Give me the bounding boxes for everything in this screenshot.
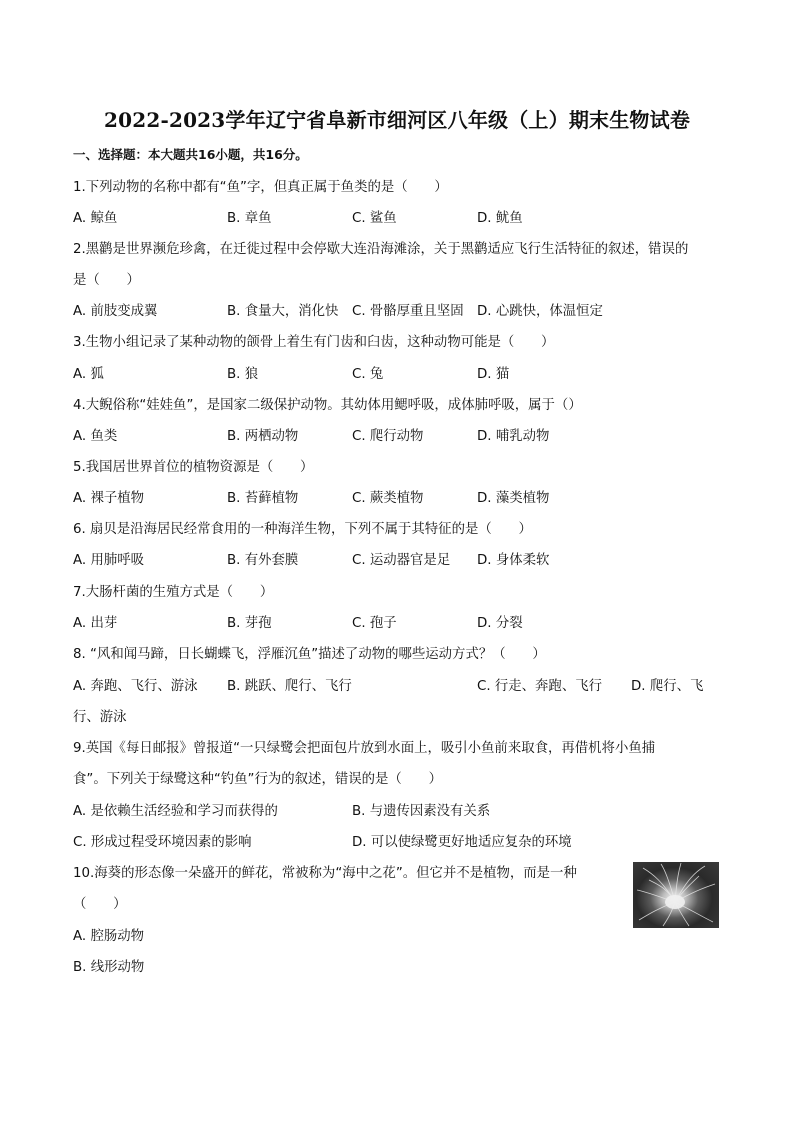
q3-option-d: D. 猫 — [477, 367, 510, 382]
q9-option-a: A. 是依赖生活经验和学习而获得的 — [73, 804, 278, 819]
q4-option-a: A. 鱼类 — [73, 429, 118, 444]
question-5: 5.我国居世界首位的植物资源是（ ） — [73, 460, 314, 475]
q6-option-b: B. 有外套膜 — [227, 553, 299, 568]
question-9-line-2: 食”。下列关于绿鹭这种“钓鱼”行为的叙述，错误的是（ ） — [73, 772, 442, 787]
question-2-line-1: 2.黑鹳是世界濒危珍禽，在迁徙过程中会停歇大连沿海滩涂，关于黑鹳适应飞行生活特征的叙述，错误的 — [73, 242, 689, 257]
q1-option-c: C. 鲨鱼 — [352, 211, 397, 226]
question-1: 1.下列动物的名称中都有“鱼”字，但真正属于鱼类的是（ ） — [73, 180, 448, 195]
q2-option-a: A. 前肢变成翼 — [73, 304, 158, 319]
q2-option-b: B. 食量大，消化快 — [227, 304, 339, 319]
q3-option-c: C. 兔 — [352, 367, 384, 382]
q7-option-a: A. 出芽 — [73, 616, 118, 631]
q5-option-d: D. 藻类植物 — [477, 491, 550, 506]
sea-anemone-illustration — [633, 862, 719, 928]
q10-option-a: A. 腔肠动物 — [73, 929, 144, 944]
question-8: 8. “风和闻马蹄，日长蝴蝶飞，浮雁沉鱼”描述了动物的哪些运动方式？（ ） — [73, 647, 546, 662]
q8-option-b: B. 跳跃、爬行、飞行 — [227, 679, 352, 694]
q3-option-b: B. 狼 — [227, 367, 259, 382]
question-7: 7.大肠杆菌的生殖方式是（ ） — [73, 585, 274, 600]
question-9-line-1: 9.英国《每日邮报》曾报道“一只绿鹭会把面包片放到水面上，吸引小鱼前来取食，再借机将小鱼捕 — [73, 741, 656, 756]
q8-option-d: D. 爬行、飞 — [631, 679, 704, 694]
question-6: 6. 扇贝是沿海居民经常食用的一种海洋生物，下列不属于其特征的是（ ） — [73, 522, 532, 537]
sea-anemone-image — [633, 862, 719, 928]
q6-option-d: D. 身体柔软 — [477, 553, 550, 568]
q9-option-d: D. 可以使绿鹭更好地适应复杂的环境 — [352, 835, 572, 850]
q6-option-a: A. 用肺呼吸 — [73, 553, 144, 568]
q2-option-c: C. 骨骼厚重且坚固 — [352, 304, 464, 319]
q5-option-a: A. 裸子植物 — [73, 491, 144, 506]
q4-option-c: C. 爬行动物 — [352, 429, 424, 444]
q1-option-a: A. 鲸鱼 — [73, 211, 118, 226]
q7-option-d: D. 分裂 — [477, 616, 523, 631]
q8-option-d-continuation: 行、游泳 — [73, 710, 127, 725]
q1-option-d: D. 鱿鱼 — [477, 211, 523, 226]
q9-option-c: C. 形成过程受环境因素的影响 — [73, 835, 252, 850]
question-10-line-1: 10.海葵的形态像一朵盛开的鲜花，常被称为“海中之花”。但它并不是植物，而是一种 — [73, 866, 577, 881]
q6-option-c: C. 运动器官是足 — [352, 553, 451, 568]
q2-option-d: D. 心跳快，体温恒定 — [477, 304, 603, 319]
question-4: 4.大鲵俗称“娃娃鱼”，是国家二级保护动物。其幼体用鳃呼吸，成体肺呼吸，属于（） — [73, 398, 582, 413]
q8-option-c: C. 行走、奔跑、飞行 — [477, 679, 602, 694]
question-10-line-2: （ ） — [73, 897, 127, 912]
question-3: 3.生物小组记录了某种动物的颌骨上着生有门齿和臼齿，这种动物可能是（ ） — [73, 335, 555, 350]
q5-option-b: B. 苔藓植物 — [227, 491, 299, 506]
q4-option-d: D. 哺乳动物 — [477, 429, 550, 444]
q7-option-b: B. 芽孢 — [227, 616, 272, 631]
q8-option-a: A. 奔跑、飞行、游泳 — [73, 679, 198, 694]
q4-option-b: B. 两栖动物 — [227, 429, 299, 444]
q1-option-b: B. 章鱼 — [227, 211, 272, 226]
q7-option-c: C. 孢子 — [352, 616, 397, 631]
section-heading: 一、选择题：本大题共16小题，共16分。 — [73, 147, 308, 162]
q9-option-b: B. 与遗传因素没有关系 — [352, 804, 491, 819]
q5-option-c: C. 蕨类植物 — [352, 491, 424, 506]
q3-option-a: A. 狐 — [73, 367, 104, 382]
q10-option-b: B. 线形动物 — [73, 960, 145, 975]
question-2-line-2: 是（ ） — [73, 273, 140, 288]
exam-title: 2022-2023学年辽宁省阜新市细河区八年级（上）期末生物试卷 — [103, 108, 691, 132]
